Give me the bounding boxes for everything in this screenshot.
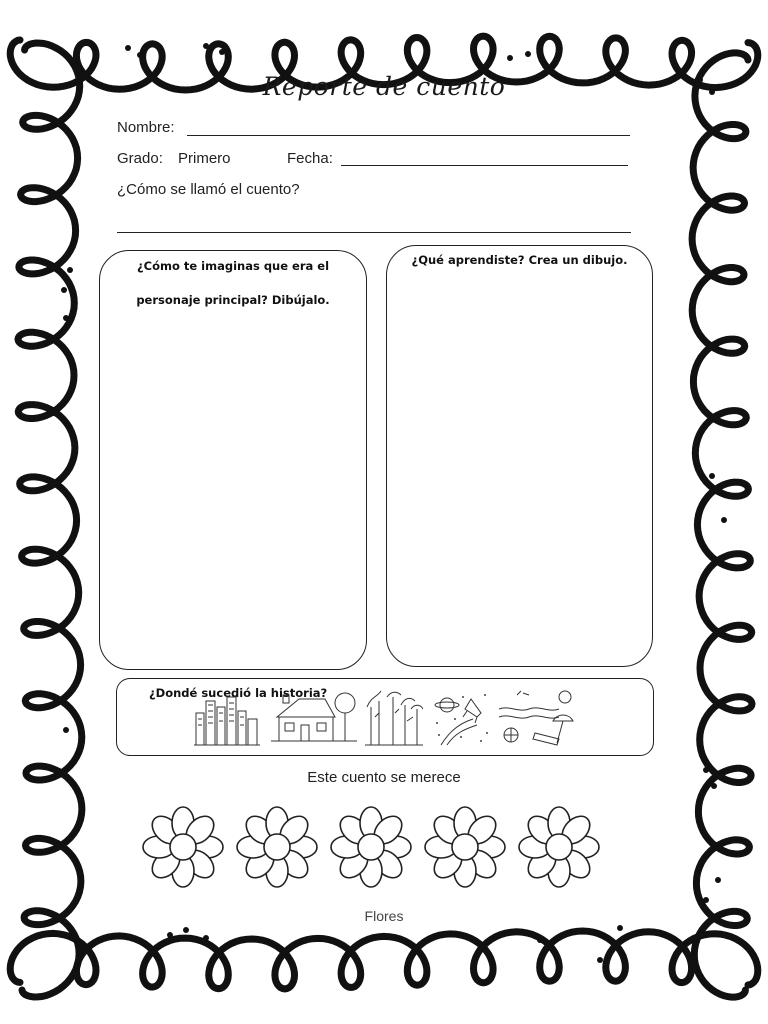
flower-center — [264, 834, 290, 860]
border-dot — [219, 49, 225, 55]
character-prompt-line2: personaje principal? Dibújalo. — [136, 293, 330, 307]
flower-rating-2[interactable] — [237, 807, 317, 887]
border-dot — [542, 63, 548, 69]
border-dot — [203, 43, 209, 49]
forest-icon[interactable] — [365, 687, 423, 747]
border-dot — [617, 925, 623, 931]
flower-rating-3[interactable] — [331, 807, 411, 887]
border-dot — [63, 315, 69, 321]
border-dot — [57, 697, 63, 703]
setting-question: ¿Dondé sucedió la historia? — [149, 686, 328, 700]
border-dot — [61, 287, 67, 293]
name-line[interactable] — [187, 135, 630, 136]
flower-center — [452, 834, 478, 860]
border-dot — [709, 473, 715, 479]
border-dot — [525, 51, 531, 57]
grade-label: Grado: — [117, 150, 163, 167]
grade-value: Primero — [178, 150, 231, 167]
border-dot — [67, 267, 73, 273]
border-dot — [703, 897, 709, 903]
city-icon[interactable] — [192, 691, 262, 747]
flower-rating-5[interactable] — [519, 807, 599, 887]
house-icon[interactable] — [269, 689, 359, 747]
border-dot — [63, 727, 69, 733]
page-title: Reporte de cuento — [262, 72, 506, 101]
flower-rating-row — [140, 800, 610, 894]
setting-box — [116, 678, 654, 756]
border-dot — [507, 55, 513, 61]
character-drawing-box[interactable] — [99, 250, 367, 670]
border-dot — [721, 517, 727, 523]
character-prompt-line1: ¿Cómo te imaginas que era el — [136, 259, 330, 273]
space-icon[interactable] — [433, 689, 493, 747]
rating-label: Este cuento se merece — [307, 769, 461, 786]
beach-icon[interactable] — [497, 687, 575, 747]
date-line[interactable] — [341, 165, 628, 166]
border-swirl — [692, 53, 752, 997]
border-dot — [597, 957, 603, 963]
border-dot — [183, 927, 189, 933]
learned-prompt: ¿Qué aprendiste? Crea un dibujo. — [411, 253, 628, 267]
story-answer-line[interactable] — [117, 232, 631, 233]
flower-rating-4[interactable] — [425, 807, 505, 887]
flower-center — [358, 834, 384, 860]
border-dot — [167, 932, 173, 938]
name-label: Nombre: — [117, 119, 175, 136]
border-swirl — [10, 931, 758, 989]
border-dot — [537, 937, 543, 943]
flower-rating-1[interactable] — [143, 807, 223, 887]
flower-center — [170, 834, 196, 860]
border-swirl — [18, 43, 82, 997]
flower-rating-graphic — [140, 800, 610, 894]
flower-center — [546, 834, 572, 860]
date-label: Fecha: — [287, 150, 333, 167]
border-dot — [717, 489, 723, 495]
rating-caption: Flores — [364, 908, 404, 924]
border-dot — [203, 935, 209, 941]
border-dot — [125, 45, 131, 51]
story-question: ¿Cómo se llamó el cuento? — [117, 181, 300, 198]
learned-drawing-box[interactable] — [386, 245, 653, 667]
border-dot — [715, 877, 721, 883]
border-dot — [137, 52, 143, 58]
